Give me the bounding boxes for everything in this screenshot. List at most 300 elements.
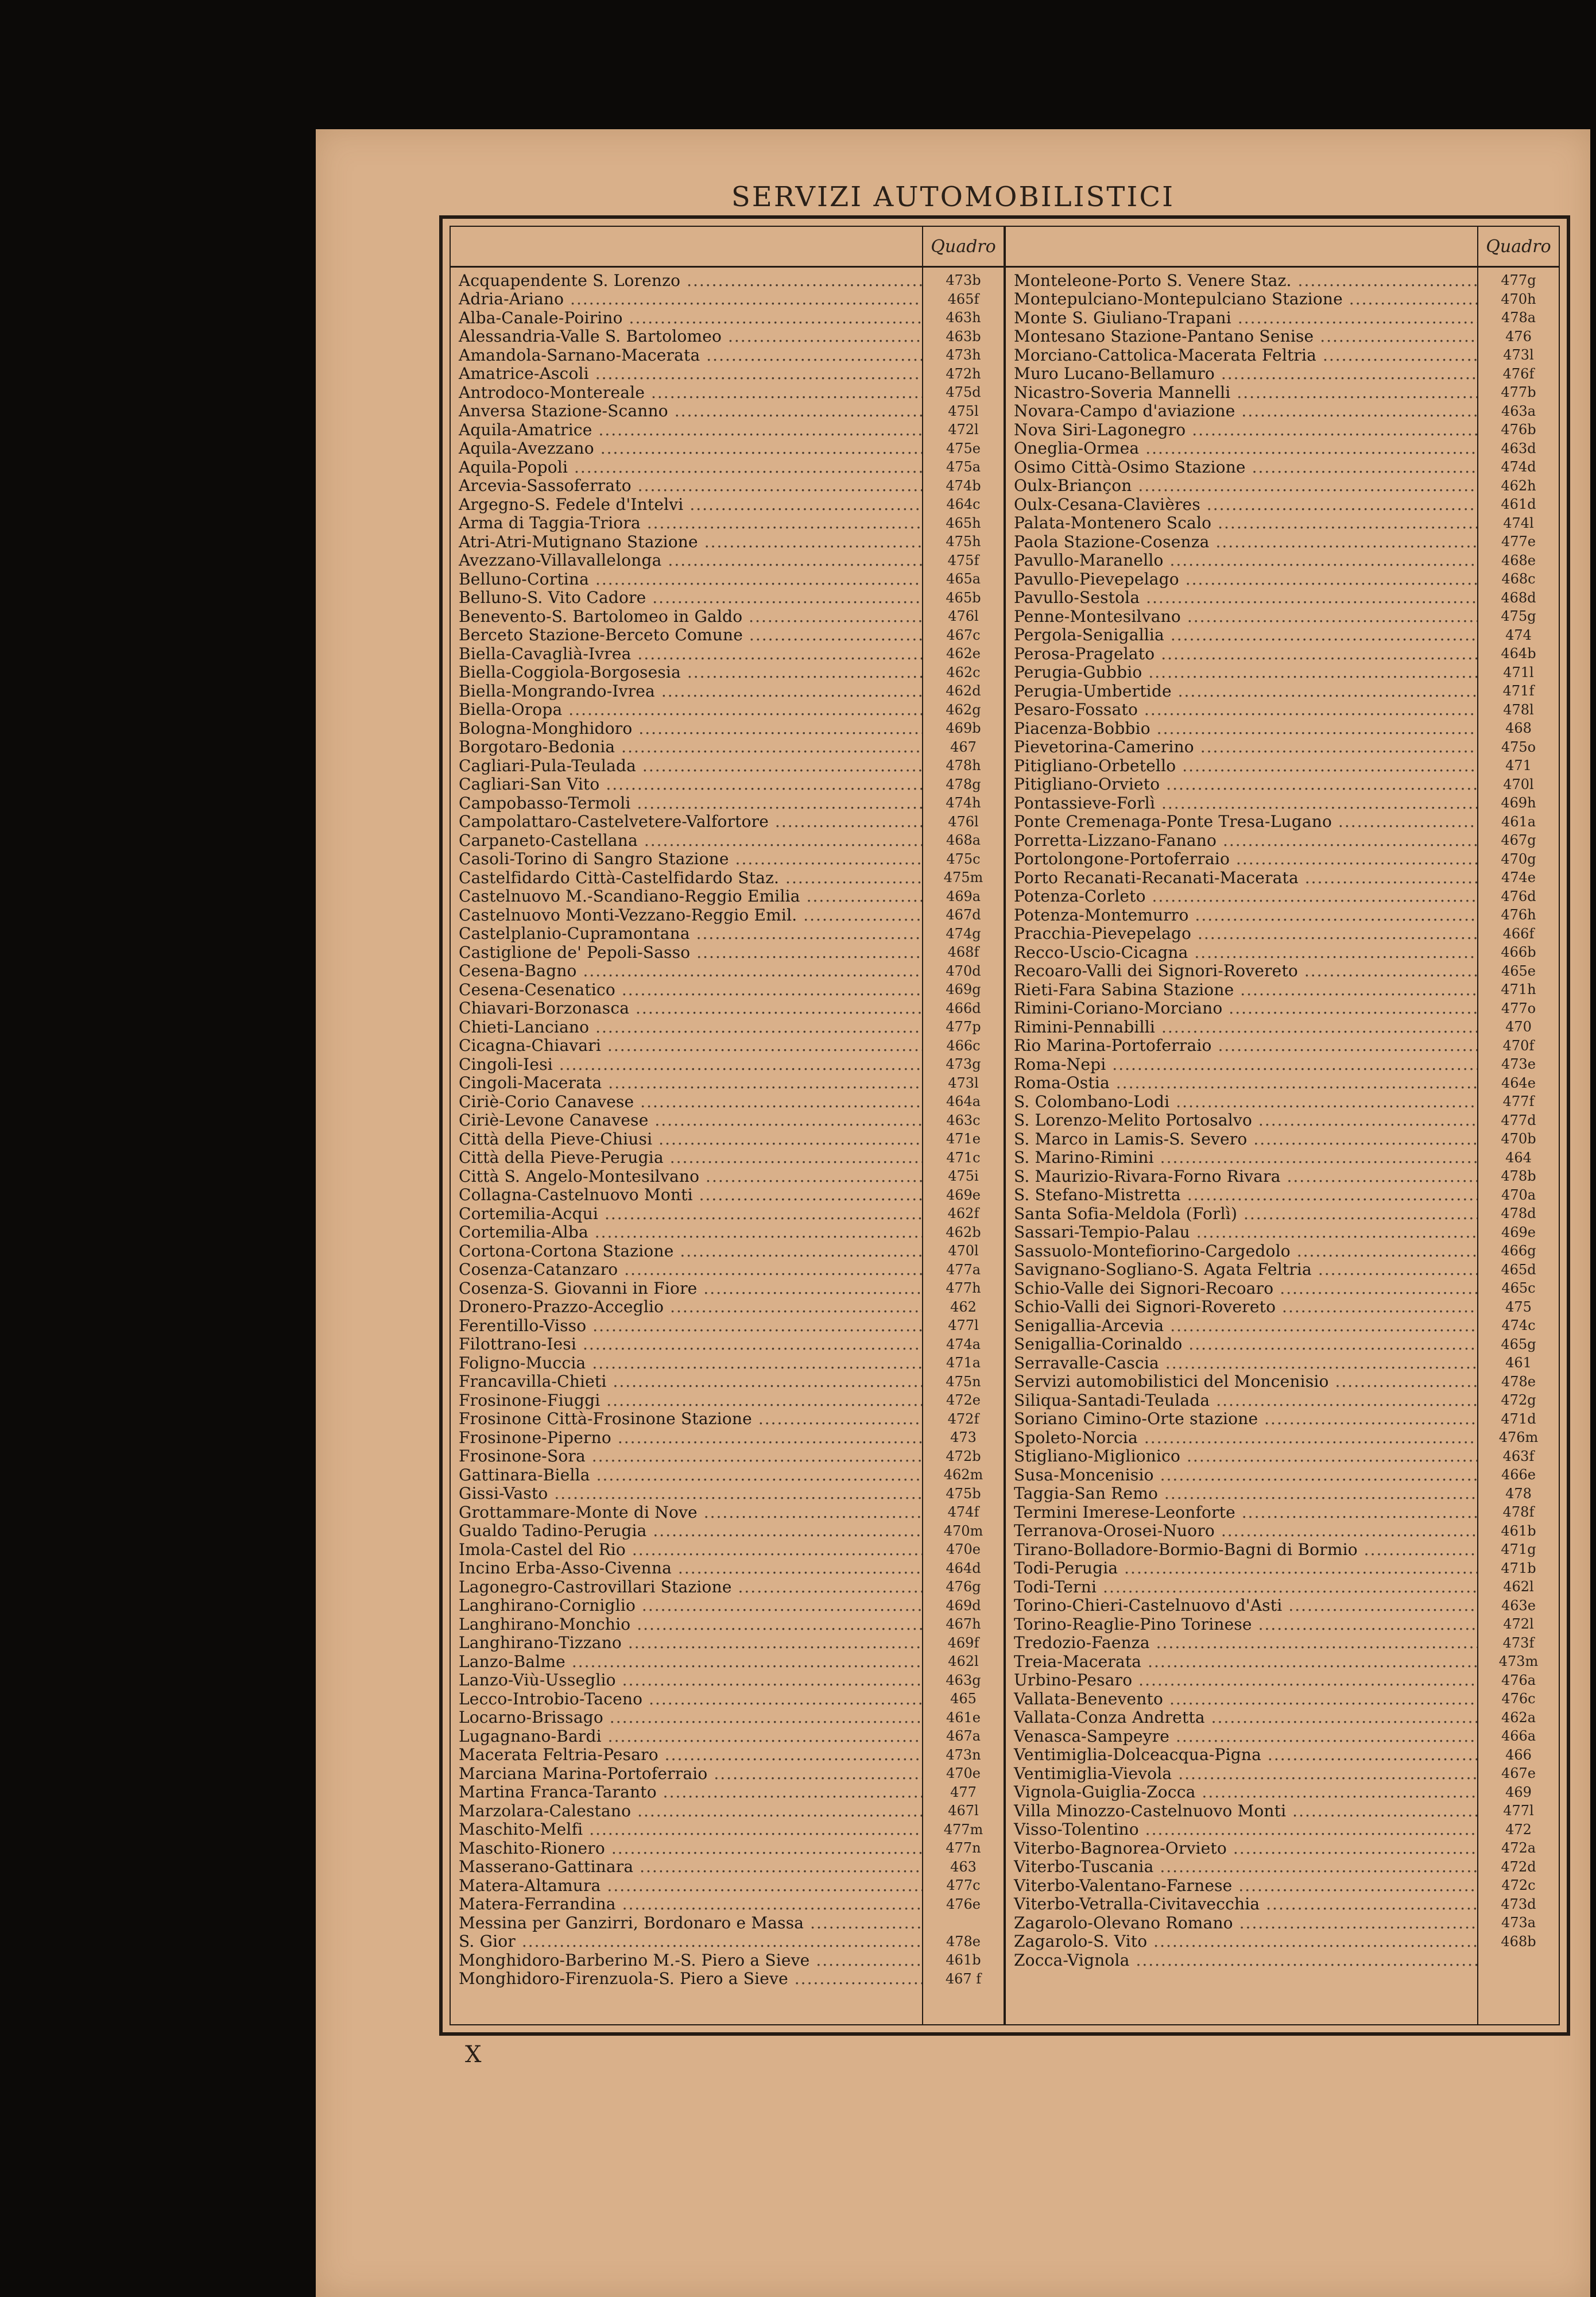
- route-row: [451, 1876, 1004, 1895]
- quadro-number: 469h: [1501, 795, 1536, 811]
- route-name: Rio Marina-Portoferraio .....: [1006, 1036, 1478, 1055]
- route-name: Aquila-Avezzano .....: [451, 439, 923, 458]
- route-name: Viterbo-Vetralla-Civitavecchia .....: [1006, 1894, 1478, 1913]
- route-name: Stigliano-Miglionico .....: [1006, 1447, 1478, 1465]
- route-name: Frosinone Città-Frosinone Stazione .....: [451, 1409, 923, 1428]
- quadro-number: 476f: [1502, 365, 1535, 382]
- route-row: [1006, 1876, 1559, 1895]
- route-name: Roma-Ostia .....: [1006, 1073, 1478, 1092]
- quadro-number: 466d: [946, 1000, 981, 1016]
- quadro-number: 462h: [1501, 477, 1536, 494]
- quadro-number: 462b: [946, 1224, 981, 1240]
- quadro-number: 462e: [946, 645, 981, 662]
- route-row: [451, 1858, 1004, 1877]
- route-name: Imola-Castel del Rio .....: [451, 1540, 923, 1559]
- route-row: [451, 1839, 1004, 1858]
- route-row: [451, 682, 1004, 701]
- route-name: Cesena-Cesenatico .....: [451, 980, 923, 999]
- quadro-number: 470: [1505, 1019, 1532, 1035]
- quadro-number: 478f: [1502, 1504, 1535, 1521]
- route-row: [451, 794, 1004, 813]
- route-row: [451, 1335, 1004, 1354]
- route-name: Lanzo-Balme .....: [451, 1652, 923, 1671]
- route-name: Gattinara-Biella .....: [451, 1465, 923, 1484]
- route-name: Taggia-San Remo .....: [1006, 1484, 1478, 1503]
- route-name: Castelnuovo M.-Scandiano-Reggio Emilia .....: [451, 887, 923, 906]
- right-column-header: [1006, 227, 1559, 268]
- route-name: Todi-Perugia .....: [1006, 1559, 1478, 1577]
- quadro-number: 472a: [1501, 1840, 1536, 1857]
- quadro-number: 467d: [946, 907, 981, 923]
- route-row: [1006, 1111, 1559, 1130]
- route-name: Cortona-Cortona Stazione .....: [451, 1242, 923, 1260]
- route-row: [1006, 1858, 1559, 1877]
- quadro-number: 478h: [946, 757, 981, 774]
- route-row: [1006, 1372, 1559, 1391]
- quadro-number: 475d: [946, 384, 981, 401]
- route-row: [1006, 1204, 1559, 1223]
- route-row: [451, 756, 1004, 775]
- route-row: [451, 1727, 1004, 1746]
- route-name: Biella-Mongrando-Ivrea .....: [451, 682, 923, 701]
- document-page: [316, 129, 1590, 2297]
- route-row: [451, 1895, 1004, 1914]
- route-name: Antrodoco-Montereale .....: [451, 383, 923, 402]
- quadro-number: 470e: [946, 1765, 981, 1782]
- quadro-number: 477g: [1501, 272, 1536, 289]
- quadro-number: 461a: [1501, 813, 1536, 830]
- quadro-number: 465a: [946, 571, 981, 587]
- route-row: [1006, 887, 1559, 906]
- quadro-number: 466a: [1501, 1728, 1536, 1745]
- route-name: Porto Recanati-Recanati-Macerata .....: [1006, 868, 1478, 887]
- quadro-number: 471f: [1502, 683, 1535, 699]
- route-row: [451, 439, 1004, 458]
- route-row: [451, 1652, 1004, 1671]
- quadro-number: 463g: [946, 1672, 981, 1688]
- quadro-number: 476d: [1501, 888, 1536, 904]
- route-name: Sassari-Tempio-Palau .....: [1006, 1223, 1478, 1242]
- route-name: Ponte Cremenaga-Ponte Tresa-Lugano .....: [1006, 812, 1478, 831]
- quadro-number: 474d: [1501, 459, 1536, 475]
- route-row: [1006, 1223, 1559, 1242]
- route-name: Casoli-Torino di Sangro Stazione .....: [451, 849, 923, 868]
- quadro-number: 461: [1505, 1355, 1532, 1371]
- route-name: Santa Sofia-Meldola (Forlì) .....: [1006, 1204, 1478, 1223]
- route-name: Frosinone-Piperno .....: [451, 1428, 923, 1447]
- quadro-number: 469e: [946, 1186, 981, 1203]
- route-row: [451, 570, 1004, 589]
- left-column: [451, 227, 1004, 2024]
- route-row: [1006, 682, 1559, 701]
- quadro-number: 470l: [948, 1243, 979, 1259]
- route-name: Spoleto-Norcia .....: [1006, 1428, 1478, 1447]
- route-name: Pitigliano-Orvieto .....: [1006, 775, 1478, 794]
- route-row: [451, 1465, 1004, 1484]
- quadro-number: 477e: [1501, 533, 1536, 550]
- route-row: [1006, 1951, 1559, 1970]
- route-row: [451, 738, 1004, 757]
- quadro-number: 468: [1505, 720, 1532, 737]
- route-name: Ferentillo-Visso .....: [451, 1316, 923, 1335]
- quadro-number: 475g: [1501, 608, 1536, 625]
- quadro-number: 469e: [1501, 1224, 1536, 1240]
- route-row: [1006, 1260, 1559, 1279]
- quadro-number: 477o: [1501, 1000, 1536, 1016]
- route-row: [1006, 1335, 1559, 1354]
- route-row: [451, 1577, 1004, 1596]
- quadro-number: 470a: [1501, 1186, 1536, 1203]
- route-row: [451, 719, 1004, 738]
- quadro-number: 463b: [946, 328, 981, 345]
- quadro-number: 478: [1505, 1485, 1532, 1502]
- route-name: Visso-Tolentino .....: [1006, 1820, 1478, 1839]
- quadro-number: 473l: [948, 1074, 979, 1091]
- route-name: Rimini-Pennabilli .....: [1006, 1018, 1478, 1037]
- route-row: [451, 887, 1004, 906]
- quadro-number: 475c: [946, 850, 981, 867]
- quadro-number: 474a: [946, 1336, 981, 1352]
- route-name: Vignola-Guiglia-Zocca .....: [1006, 1782, 1478, 1801]
- route-row: [451, 589, 1004, 608]
- route-row: [451, 1913, 1004, 1932]
- route-name: Nicastro-Soveria Mannelli .....: [1006, 383, 1478, 402]
- route-name: Atri-Atri-Mutignano Stazione .....: [451, 532, 923, 551]
- route-name: Maschito-Melfi .....: [451, 1820, 923, 1839]
- route-name: Zocca-Vignola .....: [1006, 1951, 1478, 1970]
- route-row: [1006, 1596, 1559, 1615]
- route-name: Frosinone-Fiuggi .....: [451, 1391, 923, 1410]
- route-name: Aquila-Amatrice .....: [451, 420, 923, 439]
- route-row: [1006, 308, 1559, 327]
- quadro-number: 464a: [946, 1093, 981, 1110]
- route-name: Locarno-Brissago .....: [451, 1708, 923, 1727]
- quadro-number: 461d: [1501, 496, 1536, 513]
- quadro-number: 469b: [946, 720, 981, 737]
- route-name: S. Marco in Lamis-S. Severo .....: [1006, 1130, 1478, 1148]
- quadro-number: 462c: [946, 664, 981, 680]
- quadro-number: 473e: [1501, 1056, 1536, 1073]
- route-name: Oulx-Briançon .....: [1006, 476, 1478, 495]
- quadro-number: 469d: [946, 1597, 981, 1614]
- quadro-number: 466c: [946, 1037, 981, 1054]
- route-name: Pontassieve-Forlì .....: [1006, 794, 1478, 813]
- quadro-number: 467 f: [945, 1970, 982, 1987]
- route-name: Oneglia-Ormea .....: [1006, 439, 1478, 458]
- route-row: [451, 532, 1004, 551]
- left-column-divider: [922, 268, 923, 2024]
- route-row: [1006, 514, 1559, 533]
- route-name: Amandola-Sarnano-Macerata .....: [451, 346, 923, 365]
- route-name: Lugagnano-Bardi .....: [451, 1727, 923, 1746]
- route-row: [1006, 1092, 1559, 1111]
- quadro-number: 475n: [946, 1373, 981, 1390]
- route-name: Città della Pieve-Chiusi .....: [451, 1130, 923, 1148]
- route-row: [1006, 420, 1559, 439]
- route-row: [451, 1018, 1004, 1037]
- left-column-header: [451, 227, 1004, 268]
- quadro-number: 465: [950, 1691, 977, 1707]
- quadro-number: 464: [1505, 1149, 1532, 1166]
- route-name: Collagna-Castelnuovo Monti .....: [451, 1185, 923, 1204]
- quadro-number: 468e: [1501, 552, 1536, 569]
- route-row: [1006, 1130, 1559, 1148]
- route-name: S. Maurizio-Rivara-Forno Rivara .....: [1006, 1167, 1478, 1186]
- route-row: [1006, 999, 1559, 1018]
- quadro-number: 472f: [947, 1410, 979, 1427]
- route-row: [1006, 719, 1559, 738]
- route-row: [1006, 346, 1559, 365]
- quadro-number: 464d: [946, 1560, 981, 1576]
- route-row: [1006, 1615, 1559, 1634]
- route-row: [451, 1932, 1004, 1951]
- quadro-number: 478l: [1503, 701, 1534, 718]
- route-row: [1006, 1746, 1559, 1765]
- route-row: [451, 626, 1004, 645]
- route-row: [451, 1559, 1004, 1578]
- quadro-number: 466f: [1502, 925, 1535, 942]
- quadro-number: 471a: [946, 1355, 981, 1371]
- route-name: Terranova-Orosei-Nuoro .....: [1006, 1521, 1478, 1540]
- route-name: Cingoli-Iesi .....: [451, 1055, 923, 1074]
- route-row: [451, 999, 1004, 1018]
- route-row: [451, 701, 1004, 720]
- route-row: [1006, 458, 1559, 477]
- route-name: Monte S. Giuliano-Trapani .....: [1006, 308, 1478, 327]
- route-row: [1006, 1148, 1559, 1167]
- quadro-number: 469a: [946, 888, 981, 904]
- route-name: Siliqua-Santadi-Teulada .....: [1006, 1391, 1478, 1410]
- quadro-number: 476l: [948, 608, 979, 625]
- route-name: Potenza-Montemurro .....: [1006, 906, 1478, 925]
- route-row: [451, 271, 1004, 290]
- route-name: Ventimiglia-Dolceacqua-Pigna .....: [1006, 1745, 1478, 1764]
- route-name: Montepulciano-Montepulciano Stazione .....: [1006, 289, 1478, 308]
- route-name: Filottrano-Iesi .....: [451, 1335, 923, 1354]
- route-row: [451, 308, 1004, 327]
- route-name: Susa-Moncenisio .....: [1006, 1465, 1478, 1484]
- quadro-number: 473f: [1502, 1634, 1535, 1651]
- route-row: [451, 495, 1004, 514]
- right-route-list: [1006, 268, 1559, 1970]
- route-row: [1006, 383, 1559, 402]
- quadro-number: 477p: [946, 1019, 981, 1035]
- quadro-number: 468a: [946, 832, 981, 849]
- quadro-number: 462m: [943, 1467, 983, 1483]
- route-name: Anversa Stazione-Scanno .....: [451, 401, 923, 420]
- route-row: [451, 813, 1004, 832]
- quadro-number: 478e: [1501, 1373, 1536, 1390]
- route-row: [1006, 1540, 1559, 1559]
- route-row: [451, 1037, 1004, 1055]
- route-row: [1006, 1055, 1559, 1074]
- quadro-number: 477m: [943, 1821, 983, 1838]
- route-row: [451, 1634, 1004, 1653]
- route-row: [451, 1204, 1004, 1223]
- quadro-number: 472e: [946, 1392, 981, 1409]
- route-name: Urbino-Pesaro .....: [1006, 1670, 1478, 1689]
- quadro-number: 477d: [1501, 1112, 1536, 1128]
- route-row: [451, 1708, 1004, 1727]
- quadro-number: 462d: [946, 683, 981, 699]
- route-row: [451, 1447, 1004, 1466]
- route-row: [451, 1092, 1004, 1111]
- quadro-number: 474c: [1501, 1317, 1536, 1334]
- route-row: [1006, 831, 1559, 850]
- route-row: [1006, 1484, 1559, 1503]
- quadro-number: 473d: [1501, 1896, 1536, 1912]
- route-row: [1006, 644, 1559, 663]
- route-name: Cortemilia-Acqui .....: [451, 1204, 923, 1223]
- route-name: Schio-Valli dei Signori-Rovereto .....: [1006, 1297, 1478, 1316]
- route-row: [1006, 1522, 1559, 1541]
- route-name: Recco-Uscio-Cicagna .....: [1006, 943, 1478, 962]
- route-row: [451, 607, 1004, 626]
- route-row: [1006, 1913, 1559, 1932]
- route-name: Muro Lucano-Bellamuro .....: [1006, 364, 1478, 383]
- route-name: Cosenza-Catanzaro .....: [451, 1260, 923, 1279]
- quadro-number: 468f: [947, 944, 979, 961]
- quadro-number: 474: [1505, 627, 1532, 643]
- route-name: Monghidoro-Firenzuola-S. Piero a Sieve .....: [451, 1969, 923, 1988]
- quadro-number: 467: [950, 738, 977, 755]
- quadro-number: 463e: [1501, 1597, 1536, 1614]
- route-name: Castelnuovo Monti-Vezzano-Reggio Emil. .....: [451, 906, 923, 925]
- route-row: [451, 906, 1004, 925]
- quadro-number: 461b: [946, 1952, 981, 1969]
- route-name: Acquapendente S. Lorenzo .....: [451, 271, 923, 290]
- route-name: Cagliari-Pula-Teulada .....: [451, 756, 923, 775]
- quadro-number: 467c: [946, 627, 981, 643]
- route-name: Bologna-Monghidoro .....: [451, 719, 923, 738]
- quadro-number: 475o: [1501, 738, 1536, 755]
- route-row: [451, 1316, 1004, 1335]
- route-name: Todi-Terni .....: [1006, 1577, 1478, 1596]
- route-row: [451, 1951, 1004, 1970]
- route-row: [1006, 532, 1559, 551]
- route-row: [451, 346, 1004, 365]
- route-row: [451, 831, 1004, 850]
- left-quadro-header: Quadro: [922, 227, 1004, 266]
- route-row: [451, 1689, 1004, 1708]
- quadro-number: 463f: [1502, 1448, 1535, 1464]
- route-row: [451, 477, 1004, 496]
- quadro-number: 470g: [1501, 850, 1536, 867]
- route-name: Treia-Macerata .....: [1006, 1652, 1478, 1671]
- route-name: Arma di Taggia-Triora .....: [451, 513, 923, 532]
- route-name: Cortemilia-Alba .....: [451, 1223, 923, 1242]
- route-name: Alba-Canale-Poirino .....: [451, 308, 923, 327]
- route-name: Paola Stazione-Cosenza .....: [1006, 532, 1478, 551]
- route-name: Villa Minozzo-Castelnuovo Monti .....: [1006, 1801, 1478, 1820]
- quadro-number: 462l: [1503, 1579, 1534, 1595]
- route-row: [1006, 1839, 1559, 1858]
- quadro-number: 467a: [946, 1728, 981, 1745]
- route-name: Torino-Reaglie-Pino Torinese .....: [1006, 1615, 1478, 1634]
- route-row: [1006, 1634, 1559, 1653]
- quadro-number: 477l: [948, 1317, 979, 1334]
- route-row: [1006, 663, 1559, 682]
- route-row: [1006, 1018, 1559, 1037]
- route-name: Messina per Ganzirri, Bordonaro e Massa .....: [451, 1913, 923, 1932]
- quadro-number: 463d: [1501, 440, 1536, 457]
- route-row: [451, 290, 1004, 309]
- route-name: Pavullo-Pievepelago .....: [1006, 570, 1478, 589]
- route-row: [1006, 551, 1559, 570]
- quadro-number: 471c: [946, 1149, 981, 1166]
- route-row: [1006, 570, 1559, 589]
- quadro-number: 477c: [946, 1877, 981, 1894]
- route-name: Perugia-Umbertide .....: [1006, 682, 1478, 701]
- timetable-index-frame: [439, 215, 1570, 2036]
- route-name: Campolattaro-Castelvetere-Valfortore .....: [451, 812, 923, 831]
- route-row: [1006, 868, 1559, 887]
- route-name: Vallata-Conza Andretta .....: [1006, 1708, 1478, 1727]
- quadro-number: 471g: [1501, 1541, 1536, 1558]
- quadro-number: 468b: [1501, 1933, 1536, 1950]
- route-name: Gualdo Tadino-Perugia .....: [451, 1521, 923, 1540]
- route-name: Rimini-Coriano-Morciano .....: [1006, 999, 1478, 1018]
- route-row: [451, 1298, 1004, 1317]
- route-row: [1006, 962, 1559, 981]
- route-row: [451, 1746, 1004, 1765]
- quadro-number: 470d: [946, 962, 981, 979]
- route-name: Pavullo-Sestola .....: [1006, 588, 1478, 607]
- route-row: [451, 644, 1004, 663]
- quadro-number: 463a: [1501, 403, 1536, 419]
- right-column-body: [1006, 268, 1559, 2024]
- quadro-number: 476: [1505, 328, 1532, 345]
- route-row: [1006, 1447, 1559, 1466]
- route-row: [451, 663, 1004, 682]
- quadro-number: 462: [950, 1298, 977, 1315]
- route-row: [451, 1522, 1004, 1541]
- quadro-number: 473h: [946, 347, 981, 364]
- route-row: [1006, 589, 1559, 608]
- route-name: Venasca-Sampeyre .....: [1006, 1727, 1478, 1746]
- route-name: Palata-Montenero Scalo .....: [1006, 513, 1478, 532]
- quadro-number: 472b: [946, 1448, 981, 1464]
- route-row: [451, 980, 1004, 999]
- route-name: Chiavari-Borzonasca .....: [451, 999, 923, 1018]
- quadro-number: 470b: [1501, 1131, 1536, 1147]
- route-name: Marzolara-Calestano .....: [451, 1801, 923, 1820]
- route-name: Osimo Città-Osimo Stazione .....: [1006, 458, 1478, 477]
- route-row: [451, 1596, 1004, 1615]
- route-row: [451, 943, 1004, 962]
- route-row: [1006, 1428, 1559, 1447]
- quadro-number: 464e: [1501, 1074, 1536, 1091]
- route-row: [451, 1820, 1004, 1839]
- quadro-number: 478b: [1501, 1168, 1536, 1185]
- quadro-number: 471e: [946, 1131, 981, 1147]
- quadro-number: 470f: [1502, 1037, 1535, 1054]
- route-name: Campobasso-Termoli .....: [451, 794, 923, 813]
- quadro-number: 476e: [946, 1896, 981, 1912]
- quadro-number: 474l: [1503, 515, 1534, 531]
- route-name: Servizi automobilistici del Moncenisio .....: [1006, 1372, 1478, 1391]
- route-name: Castelfidardo Città-Castelfidardo Staz. .....: [451, 868, 923, 887]
- route-row: [1006, 365, 1559, 384]
- route-name: Porretta-Lizzano-Fanano .....: [1006, 831, 1478, 850]
- route-row: [1006, 1465, 1559, 1484]
- route-row: [451, 850, 1004, 869]
- route-row: [1006, 1074, 1559, 1093]
- quadro-number: 475e: [946, 440, 981, 457]
- quadro-number: 464b: [1501, 645, 1536, 662]
- route-row: [451, 1970, 1004, 1989]
- route-name: Perosa-Pragelato .....: [1006, 644, 1478, 663]
